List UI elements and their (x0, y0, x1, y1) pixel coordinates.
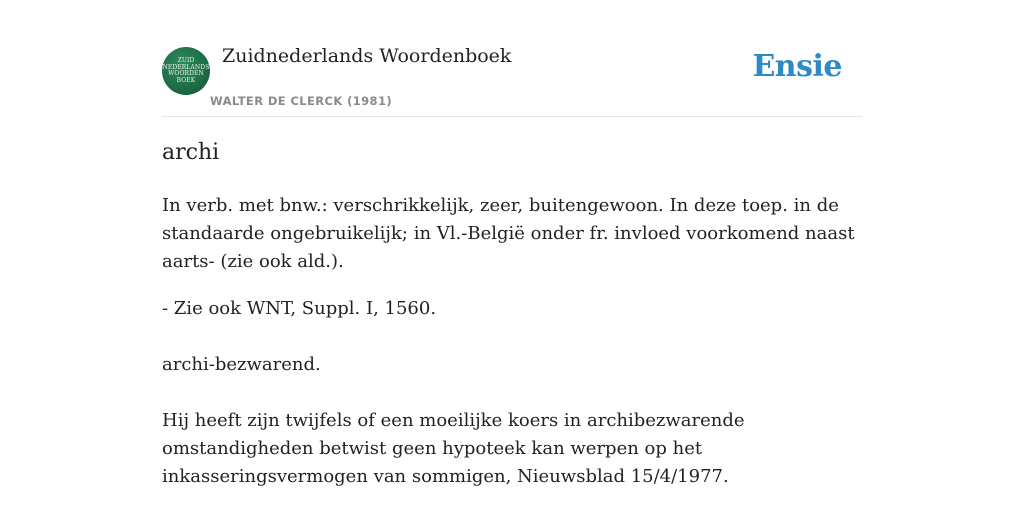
logo-line: ZUID (177, 57, 195, 64)
book-logo[interactable] (162, 47, 210, 95)
entry-page (162, 0, 862, 512)
book-title-link[interactable]: Zuidnederlands Woordenboek (222, 45, 512, 67)
page-header (162, 0, 862, 117)
logo-line: NEDERLANDS (162, 63, 210, 71)
logo-line: BOEK (176, 76, 196, 84)
example-term: archi-bezwarend. (162, 354, 321, 375)
book-author: WALTER DE CLERCK (1981) (210, 94, 393, 108)
example-quote: Hij heeft zijn twijfels of een moeilijke koers in archibezwarende omstandigheden betwist geen hypoteek kan werpen op het inkasseringsvermogen van sommigen, Nieuwsblad 15/4/1977. (162, 410, 745, 487)
ensie-logo-link[interactable]: Ensie (752, 49, 842, 84)
entry-body (162, 192, 862, 491)
logo-line: WOORDEN (168, 70, 204, 77)
definition: In verb. met bnw.: verschrikkelijk, zeer, buitengewoon. In deze toep. in de standaarde ongebruikelijk; in Vl.-België onder fr. invloed voorkomend naast aarts- (zie ook ald.). (162, 195, 855, 272)
reference: - Zie ook WNT, Suppl. I, 1560. (162, 298, 437, 319)
headword: archi (162, 140, 220, 165)
